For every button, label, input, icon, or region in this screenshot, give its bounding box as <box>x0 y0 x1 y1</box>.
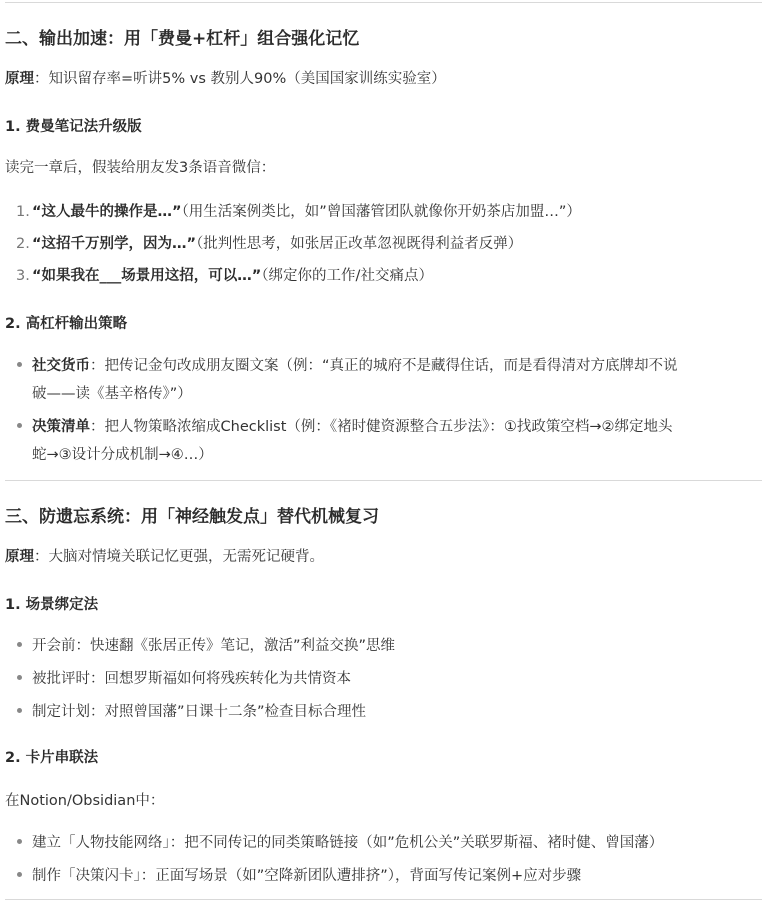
bullet-icon <box>17 675 22 680</box>
item-bold: 决策清单 <box>32 419 90 435</box>
list-item <box>16 232 522 253</box>
item-text: 开会前：快速翻《张居正传》笔记，激活”利益交换”思维 <box>32 638 396 654</box>
list-number: 2. <box>16 236 30 252</box>
principle-label: 原理 <box>5 71 34 87</box>
list-number: 3. <box>16 268 30 284</box>
bullet-icon <box>17 423 22 428</box>
item-text: 被批评时：回想罗斯福如何将残疾转化为共情资本 <box>32 671 351 687</box>
item-text: （批判性思考，如张居正改革忽视既得利益者反弹） <box>196 236 523 252</box>
item-text: 制定计划：对照曾国藩”日课十二条”检查目标合理性 <box>32 704 367 720</box>
item-bold: “这人最牛的操作是…” <box>32 204 182 220</box>
card-linking-intro: 在Notion/Obsidian中： <box>5 793 165 809</box>
item-bold: “这招千万别学，因为…” <box>32 236 197 252</box>
top-divider <box>5 2 762 3</box>
principle-text: ：大脑对情境关联记忆更强，无需死记硬背。 <box>34 549 324 565</box>
list-item <box>17 667 351 688</box>
item-text: （用生活案例类比，如”曾国藩管团队就像你开奶茶店加盟…”） <box>181 204 581 220</box>
card-linking-subheading: 2. 卡片串联法 <box>5 750 99 766</box>
list-item <box>17 700 366 721</box>
principle-text: ：知识留存率=听讲5% vs 教别人90%（美国国家训练实验室） <box>34 71 446 87</box>
bullet-icon <box>17 839 22 844</box>
bullet-icon <box>17 708 22 713</box>
list-item <box>16 200 581 221</box>
bottom-divider <box>5 899 762 900</box>
item-bold: “如果我在___场景用这招，可以…” <box>32 268 262 284</box>
principle-label: 原理 <box>5 549 34 565</box>
list-item <box>17 634 395 655</box>
section3-heading: 三、防遗忘系统：用「神经触发点」替代机械复习 <box>5 507 379 527</box>
bullet-icon <box>17 872 22 877</box>
item-continuation: 蛇→③设计分成机制→④…） <box>32 447 213 463</box>
list-item <box>17 831 663 852</box>
item-text: 建立「人物技能网络」：把不同传记的同类策略链接（如”危机公关”关联罗斯福、褚时健、曾国藩） <box>32 835 664 851</box>
list-number: 1. <box>16 204 30 220</box>
item-text: ：把人物策略浓缩成Checklist（例：《褚时健资源整合五步法》：①找政策空档→②绑定地头 <box>90 419 673 435</box>
leverage-subheading: 2. 高杠杆输出策略 <box>5 316 128 332</box>
scene-binding-subheading: 1. 场景绑定法 <box>5 597 99 613</box>
list-item <box>17 864 581 885</box>
feynman-intro: 读完一章后，假装给朋友发3条语音微信： <box>5 160 276 176</box>
bullet-icon <box>17 642 22 647</box>
item-bold: 社交货币 <box>32 358 90 374</box>
item-text: 制作「决策闪卡」：正面写场景（如”空降新团队遭排挤”），背面写传记案例+应对步骤 <box>32 868 582 884</box>
section-divider <box>5 480 762 481</box>
list-item <box>17 354 678 375</box>
bullet-icon <box>17 362 22 367</box>
item-text: ：把传记金句改成朋友圈文案（例：“真正的城府不是藏得住话，而是看得清对方底牌却不说 <box>90 358 678 374</box>
section2-heading: 二、输出加速：用「费曼+杠杆」组合强化记忆 <box>5 29 360 49</box>
feynman-subheading: 1. 费曼笔记法升级版 <box>5 119 142 135</box>
section3-principle <box>5 545 324 566</box>
list-item <box>17 415 673 436</box>
item-text: （绑定你的工作/社交痛点） <box>261 268 433 284</box>
item-continuation: 破——读《基辛格传》”） <box>32 386 192 402</box>
section2-principle <box>5 67 446 88</box>
list-item <box>16 264 433 285</box>
